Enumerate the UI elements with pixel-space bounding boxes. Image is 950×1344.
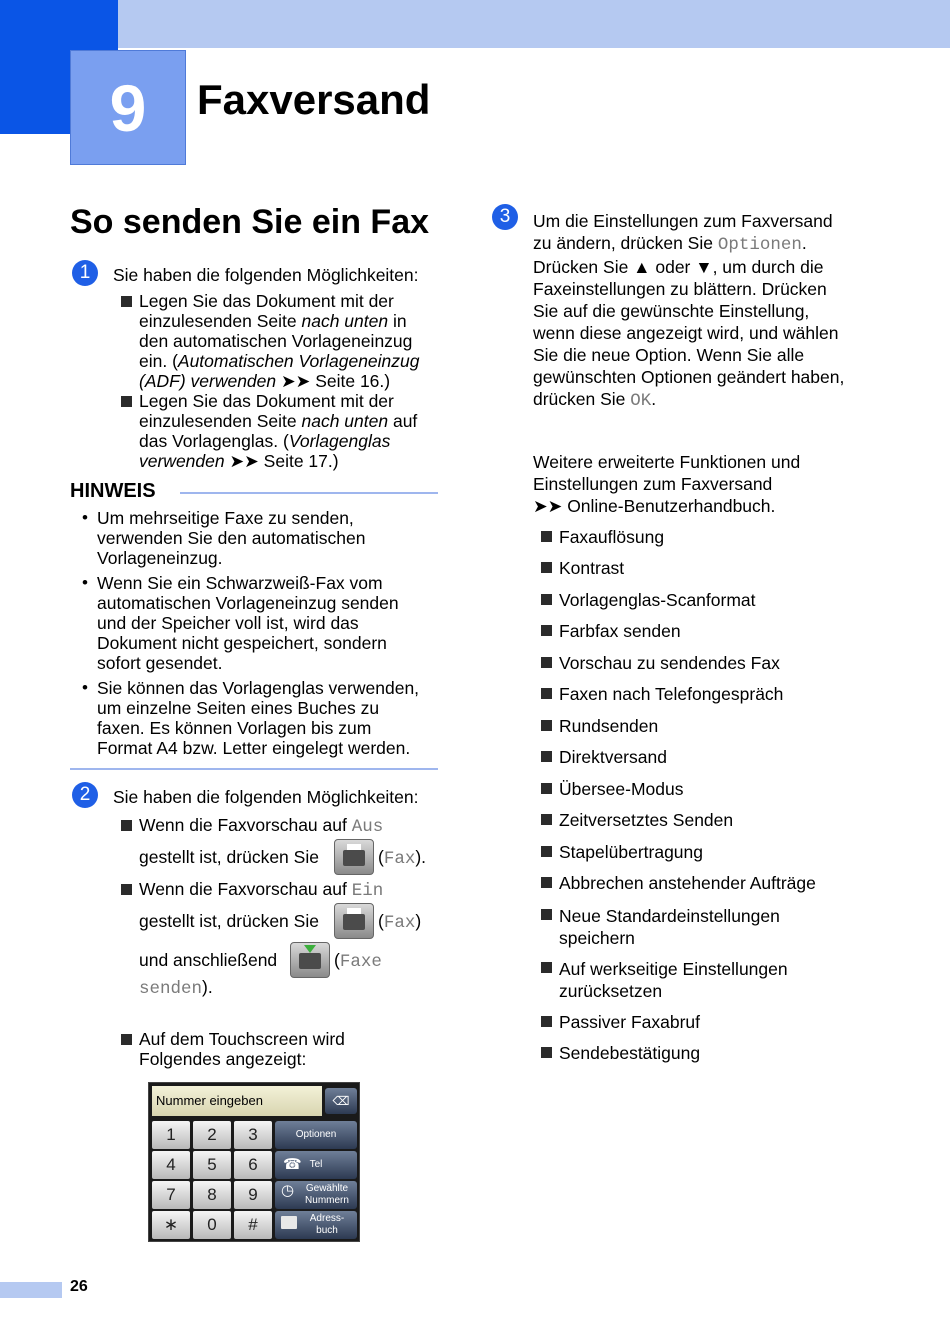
- key-4[interactable]: 4: [152, 1151, 190, 1179]
- option-item: Faxen nach Telefongespräch: [559, 684, 784, 704]
- bullet-square: [541, 657, 552, 668]
- clock-icon: ◷: [281, 1182, 295, 1199]
- bullet-square: [121, 396, 132, 407]
- step-2-bullet-1-line-2: gestellt ist, drücken Sie: [139, 847, 319, 867]
- option-item: Rundsenden: [559, 716, 659, 736]
- bullet-square: [121, 820, 132, 831]
- step-1-intro: Sie haben die folgenden Möglichkeiten:: [113, 265, 419, 285]
- option-item: Passiver Faxabruf: [559, 1012, 701, 1032]
- recent-numbers-button[interactable]: ◷ Gewählte Nummern: [275, 1181, 357, 1209]
- option-item: Vorschau zu sendendes Fax: [559, 653, 780, 673]
- key-star[interactable]: ∗: [152, 1211, 190, 1239]
- page-number: 26: [70, 1278, 88, 1295]
- backspace-icon[interactable]: ⌫: [325, 1088, 357, 1114]
- step-1-number: 1: [72, 260, 98, 286]
- note-bullet: •: [82, 678, 88, 697]
- chapter-title: Faxversand: [197, 76, 431, 123]
- step-2-bullet-2-fax: (Fax): [378, 911, 422, 933]
- step-2-send-fax-label: (Faxe: [334, 950, 382, 972]
- bullet-square: [541, 562, 552, 573]
- key-9[interactable]: 9: [234, 1181, 272, 1209]
- touchscreen-display: [148, 1082, 360, 1242]
- step-2-send-fax-label-2: senden).: [139, 977, 213, 999]
- key-0[interactable]: 0: [193, 1211, 231, 1239]
- option-item: Sendebestätigung: [559, 1043, 701, 1063]
- bullet-square: [121, 296, 132, 307]
- bullet-square: [541, 594, 552, 605]
- book-icon: [281, 1216, 297, 1229]
- key-1[interactable]: 1: [152, 1121, 190, 1149]
- step-1-bullet-2: Legen Sie das Dokument mit der einzulesenden Seite nach unten auf das Vorlagenglas. (Vorlagenglas verwenden ➤➤ Seite 17.): [139, 391, 418, 471]
- hinweis-rule-top: [180, 492, 438, 494]
- key-3[interactable]: 3: [234, 1121, 272, 1149]
- further-info: Weitere erweiterte Funktionen und Einstellungen zum Faxversand ➤➤ Online-Benutzerhandbuch.: [533, 452, 801, 516]
- bullet-square: [541, 814, 552, 825]
- note-bullet: •: [82, 573, 88, 592]
- send-fax-button-icon[interactable]: [290, 942, 330, 978]
- bullet-square: [541, 877, 552, 888]
- step-1-bullet-1: Legen Sie das Dokument mit der einzulesenden Seite nach unten in den automatischen Vorlageneinzug ein. (Automatischen Vorlageneinzug (ADF) verwenden ➤➤ Seite 16.): [139, 291, 420, 391]
- key-2[interactable]: 2: [193, 1121, 231, 1149]
- hinweis-note-2: Wenn Sie ein Schwarzweiß-Fax vom automatischen Vorlageneinzug senden und der Speicher voll ist, wird das Dokument nicht gespeichert, sondern sofort gesendet.: [97, 573, 399, 673]
- fax-button-icon[interactable]: [334, 903, 374, 939]
- step-2-bullet-2-line-3: und anschließend: [139, 950, 278, 970]
- chapter-number: 9: [70, 50, 186, 165]
- option-item: Zeitversetztes Senden: [559, 810, 734, 830]
- option-item: Neue Standardeinstellungen speichern: [559, 906, 780, 948]
- step-3-text: Um die Einstellungen zum Faxversand zu ändern, drücken Sie Optionen. Drücken Sie ▲ oder ▼, um durch die Faxeinstellungen zu blättern. Drücken Sie auf die gewünschte Einstellung, wenn diese angezeigt wird, und wählen Sie die neue Option. Wenn Sie alle gewünschten Optionen geändert haben, drücken Sie OK.: [533, 211, 845, 411]
- option-item: Farbfax senden: [559, 621, 681, 641]
- note-bullet: •: [82, 508, 88, 527]
- option-item: Kontrast: [559, 558, 625, 578]
- step-2-bullet-2-line-2: gestellt ist, drücken Sie: [139, 911, 319, 931]
- key-7[interactable]: 7: [152, 1181, 190, 1209]
- bullet-square: [121, 1034, 132, 1045]
- bullet-square: [541, 962, 552, 973]
- phone-icon: ☎: [283, 1156, 302, 1173]
- step-2-bullet-1-fax: (Fax).: [378, 847, 427, 869]
- hinweis-note-1: Um mehrseitige Faxe zu senden, verwenden Sie den automatischen Vorlageneinzug.: [97, 508, 366, 568]
- number-input[interactable]: Nummer eingeben: [152, 1086, 322, 1116]
- bullet-square: [121, 884, 132, 895]
- bullet-square: [541, 720, 552, 731]
- hinweis-rule-bottom: [70, 768, 438, 770]
- bullet-square: [541, 531, 552, 542]
- fax-button-icon[interactable]: [334, 839, 374, 875]
- step-3-number: 3: [492, 204, 518, 230]
- header-light-bar: [118, 0, 950, 48]
- key-6[interactable]: 6: [234, 1151, 272, 1179]
- bullet-square: [541, 1047, 552, 1058]
- section-title: So senden Sie ein Fax: [70, 203, 430, 241]
- hinweis-title: HINWEIS: [70, 480, 156, 502]
- option-item: Direktversand: [559, 747, 667, 767]
- tel-button[interactable]: ☎ Tel: [275, 1151, 357, 1179]
- address-book-button[interactable]: Adress- buch: [275, 1211, 357, 1239]
- bullet-square: [541, 688, 552, 699]
- hinweis-note-3: Sie können das Vorlagenglas verwenden, um einzelne Seiten eines Buches zu faxen. Es können Vorlagen bis zum Format A4 bzw. Letter eingelegt werden.: [97, 678, 420, 758]
- step-2-bullet-3: Auf dem Touchscreen wird Folgendes angezeigt:: [139, 1029, 345, 1069]
- option-item: Übersee-Modus: [559, 779, 684, 799]
- step-2-bullet-1-line-1: Wenn die Faxvorschau auf Aus: [139, 815, 384, 837]
- step-2-number: 2: [72, 782, 98, 808]
- footer-bar: [0, 1282, 62, 1298]
- option-item: Abbrechen anstehender Aufträge: [559, 873, 816, 893]
- option-item: Faxauflösung: [559, 527, 665, 547]
- options-button[interactable]: Optionen: [275, 1121, 357, 1149]
- key-8[interactable]: 8: [193, 1181, 231, 1209]
- bullet-square: [541, 751, 552, 762]
- option-item: Auf werkseitige Einstellungen zurücksetzen: [559, 959, 788, 1001]
- bullet-square: [541, 846, 552, 857]
- step-2-intro: Sie haben die folgenden Möglichkeiten:: [113, 787, 419, 807]
- key-5[interactable]: 5: [193, 1151, 231, 1179]
- option-item: Vorlagenglas-Scanformat: [559, 590, 756, 610]
- step-2-bullet-2-line-1: Wenn die Faxvorschau auf Ein: [139, 879, 384, 901]
- bullet-square: [541, 1016, 552, 1027]
- bullet-square: [541, 783, 552, 794]
- bullet-square: [541, 625, 552, 636]
- key-hash[interactable]: #: [234, 1211, 272, 1239]
- option-item: Stapelübertragung: [559, 842, 703, 862]
- bullet-square: [541, 909, 552, 920]
